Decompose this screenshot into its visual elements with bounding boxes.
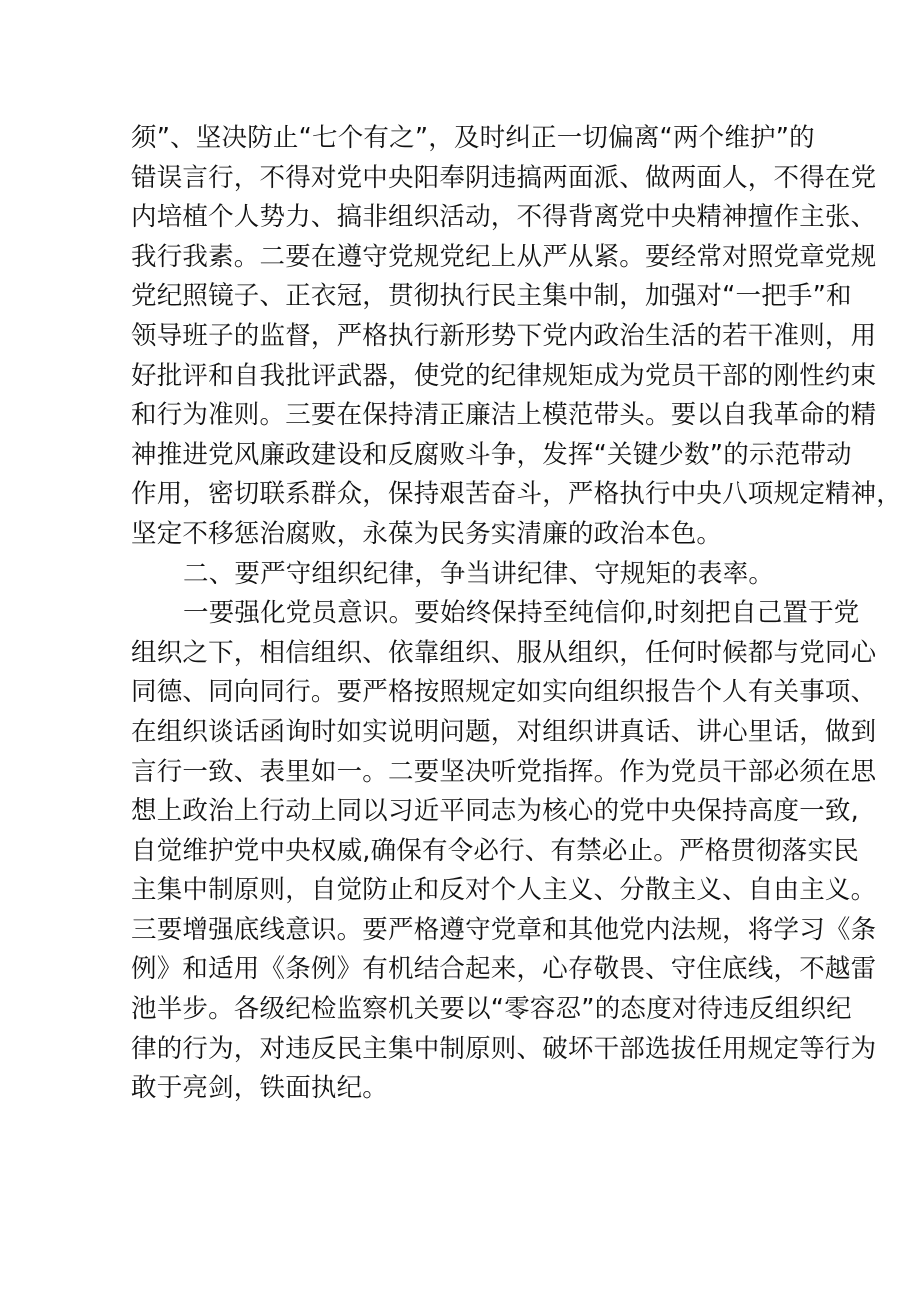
paragraph-last-line: 敢于亮剑，铁面执纪。 bbox=[131, 1073, 389, 1104]
text-line: 领导班子的监督，严格执行新形势下党内政治生活的若干准则，用 bbox=[131, 320, 877, 351]
text-line: 作用，密切联系群众，保持艰苦奋斗，严格执行中央八项规定精神， bbox=[131, 479, 903, 510]
text-line: 内培植个人势力、搞非组织活动，不得背离党中央精神擅作主张、 bbox=[131, 202, 877, 233]
text-line: 池半步。各级纪检监察机关要以“零容忍”的态度对待违反组织纪 bbox=[131, 994, 852, 1025]
text-line: 言行一致、表里如一。二要坚决听党指挥。作为党员干部必须在思 bbox=[131, 756, 877, 787]
paragraph-first-line: 一要强化党员意识。要始终保持至纯信仰,时刻把自己置于党 bbox=[183, 598, 860, 629]
document-body bbox=[131, 119, 903, 1109]
text-line: 自觉维护党中央权威,确保有令必行、有禁必止。严格贯彻落实民 bbox=[131, 835, 859, 866]
text-line: 神推进党风廉政建设和反腐败斗争，发挥“关键少数”的示范带动 bbox=[131, 439, 852, 470]
text-line: 和行为准则。三要在保持清正廉洁上模范带头。要以自我革命的精 bbox=[131, 400, 877, 431]
text-line: 想上政治上行动上同以习近平同志为核心的党中央保持高度一致, bbox=[131, 796, 859, 827]
text-line: 主集中制原则，自觉防止和反对个人主义、分散主义、自由主义。 bbox=[131, 875, 877, 906]
text-line: 律的行为，对违反民主集中制原则、破坏干部选拔任用规定等行为 bbox=[131, 1033, 877, 1064]
text-line: 同德、同向同行。要严格按照规定如实向组织报告个人有关事项、 bbox=[131, 677, 877, 708]
text-line: 好批评和自我批评武器，使党的纪律规矩成为党员干部的刚性约束 bbox=[131, 360, 877, 391]
section-heading: 二、要严守组织纪律，争当讲纪律、守规矩的表率。 bbox=[183, 558, 775, 589]
text-line: 我行我素。二要在遵守党规党纪上从严从紧。要经常对照党章党规 bbox=[131, 241, 877, 272]
text-line: 党纪照镜子、正衣冠，贯彻执行民主集中制，加强对“一把手”和 bbox=[131, 281, 852, 312]
text-line: 在组织谈话函询时如实说明问题，对组织讲真话、讲心里话，做到 bbox=[131, 716, 877, 747]
text-line: 组织之下，相信组织、依靠组织、服从组织，任何时候都与党同心 bbox=[131, 637, 877, 668]
text-line: 例》和适用《条例》有机结合起来，心存敬畏、守住底线，不越雷 bbox=[131, 954, 877, 985]
text-line: 三要增强底线意识。要严格遵守党章和其他党内法规，将学习《条 bbox=[131, 914, 877, 945]
text-line: 须”、坚决防止“七个有之”，及时纠正一切偏离“两个维护”的 bbox=[131, 123, 815, 153]
text-line: 错误言行，不得对党中央阳奉阴违搞两面派、做两面人，不得在党 bbox=[131, 162, 877, 193]
paragraph-last-line: 坚定不移惩治腐败，永葆为民务实清廉的政治本色。 bbox=[131, 518, 723, 549]
